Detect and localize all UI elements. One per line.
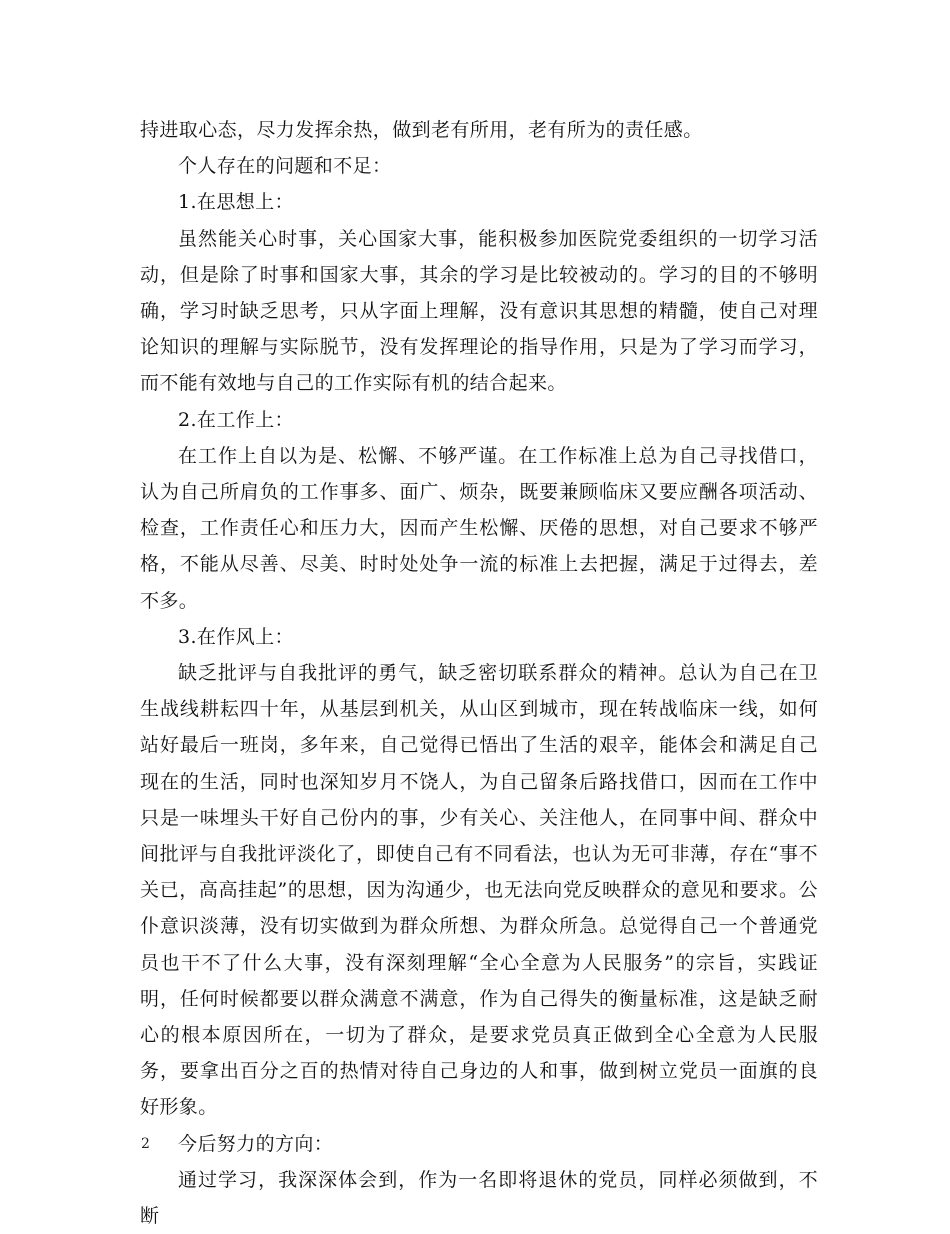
document-body	[140, 112, 818, 1234]
paragraph: 虽然能关心时事，关心国家大事，能积极参加医院党委组织的一切学习活动，但是除了时事和国家大事，其余的学习是比较被动的。学习的目的不够明确，学习时缺乏思考，只从字面上理解，没有意识其思想的精髓，使自己对理论知识的理解与实际脱节，没有发挥理论的指导作用，只是为了学习而学习，而不能有效地与自己的工作实际有机的结合起来。	[140, 227, 818, 395]
paragraph: 通过学习，我深深体会到，作为一名即将退休的党员，同样必须做到，不断	[140, 1168, 818, 1228]
page-number: 2	[141, 1136, 150, 1152]
subsection-heading: 2.在工作上：	[178, 408, 294, 431]
section-heading: 今后努力的方向：	[178, 1132, 334, 1155]
section-heading: 个人存在的问题和不足：	[178, 155, 392, 178]
subsection-heading: 3.在作风上：	[178, 625, 294, 648]
paragraph: 持进取心态，尽力发挥余热，做到老有所用，老有所为的责任感。	[140, 119, 703, 141]
paragraph: 缺乏批评与自我批评的勇气，缺乏密切联系群众的精神。总认为自己在卫生战线耕耘四十年，从基层到机关，从山区到城市，现在转战临床一线，如何站好最后一班岗，多年来，自己觉得已悟出了生活的艰辛，能体会和满足自己现在的生活，同时也深知岁月不饶人，为自己留条后路找借口，因而在工作中只是一味埋头干好自己份内的事，少有关心、关注他人，在同事中间、群众中间批评与自我批评淡化了，即使自己有不同看法，也认为无可非薄，存在“事不关已，高高挂起”的思想，因为沟通少，也无法向党反映群众的意见和要求。公仆意识淡薄，没有切实做到为群众所想、为群众所急。总觉得自己一个普通党员也干不了什么大事，没有深刻理解“全心全意为人民服务”的宗旨，实践证明，任何时候都要以群众满意不满意，作为自己得失的衡量标准，这是缺乏耐心的根本原因所在，一切为了群众，是要求党员真正做到全心全意为人民服务，要拿出百分之百的热情对待自己身边的人和事，做到树立党员一面旗的良好形象。	[140, 662, 818, 1119]
subsection-heading: 1.在思想上：	[178, 191, 294, 214]
paragraph: 在工作上自以为是、松懈、不够严谨。在工作标准上总为自己寻找借口，认为自己所肩负的工作事多、面广、烦杂，既要兼顾临床又要应酬各项活动、检查，工作责任心和压力大，因而产生松懈、厌倦的思想，对自己要求不够严格，不能从尽善、尽美、时时处处争一流的标准上去把握，满足于过得去，差不多。	[140, 444, 818, 612]
